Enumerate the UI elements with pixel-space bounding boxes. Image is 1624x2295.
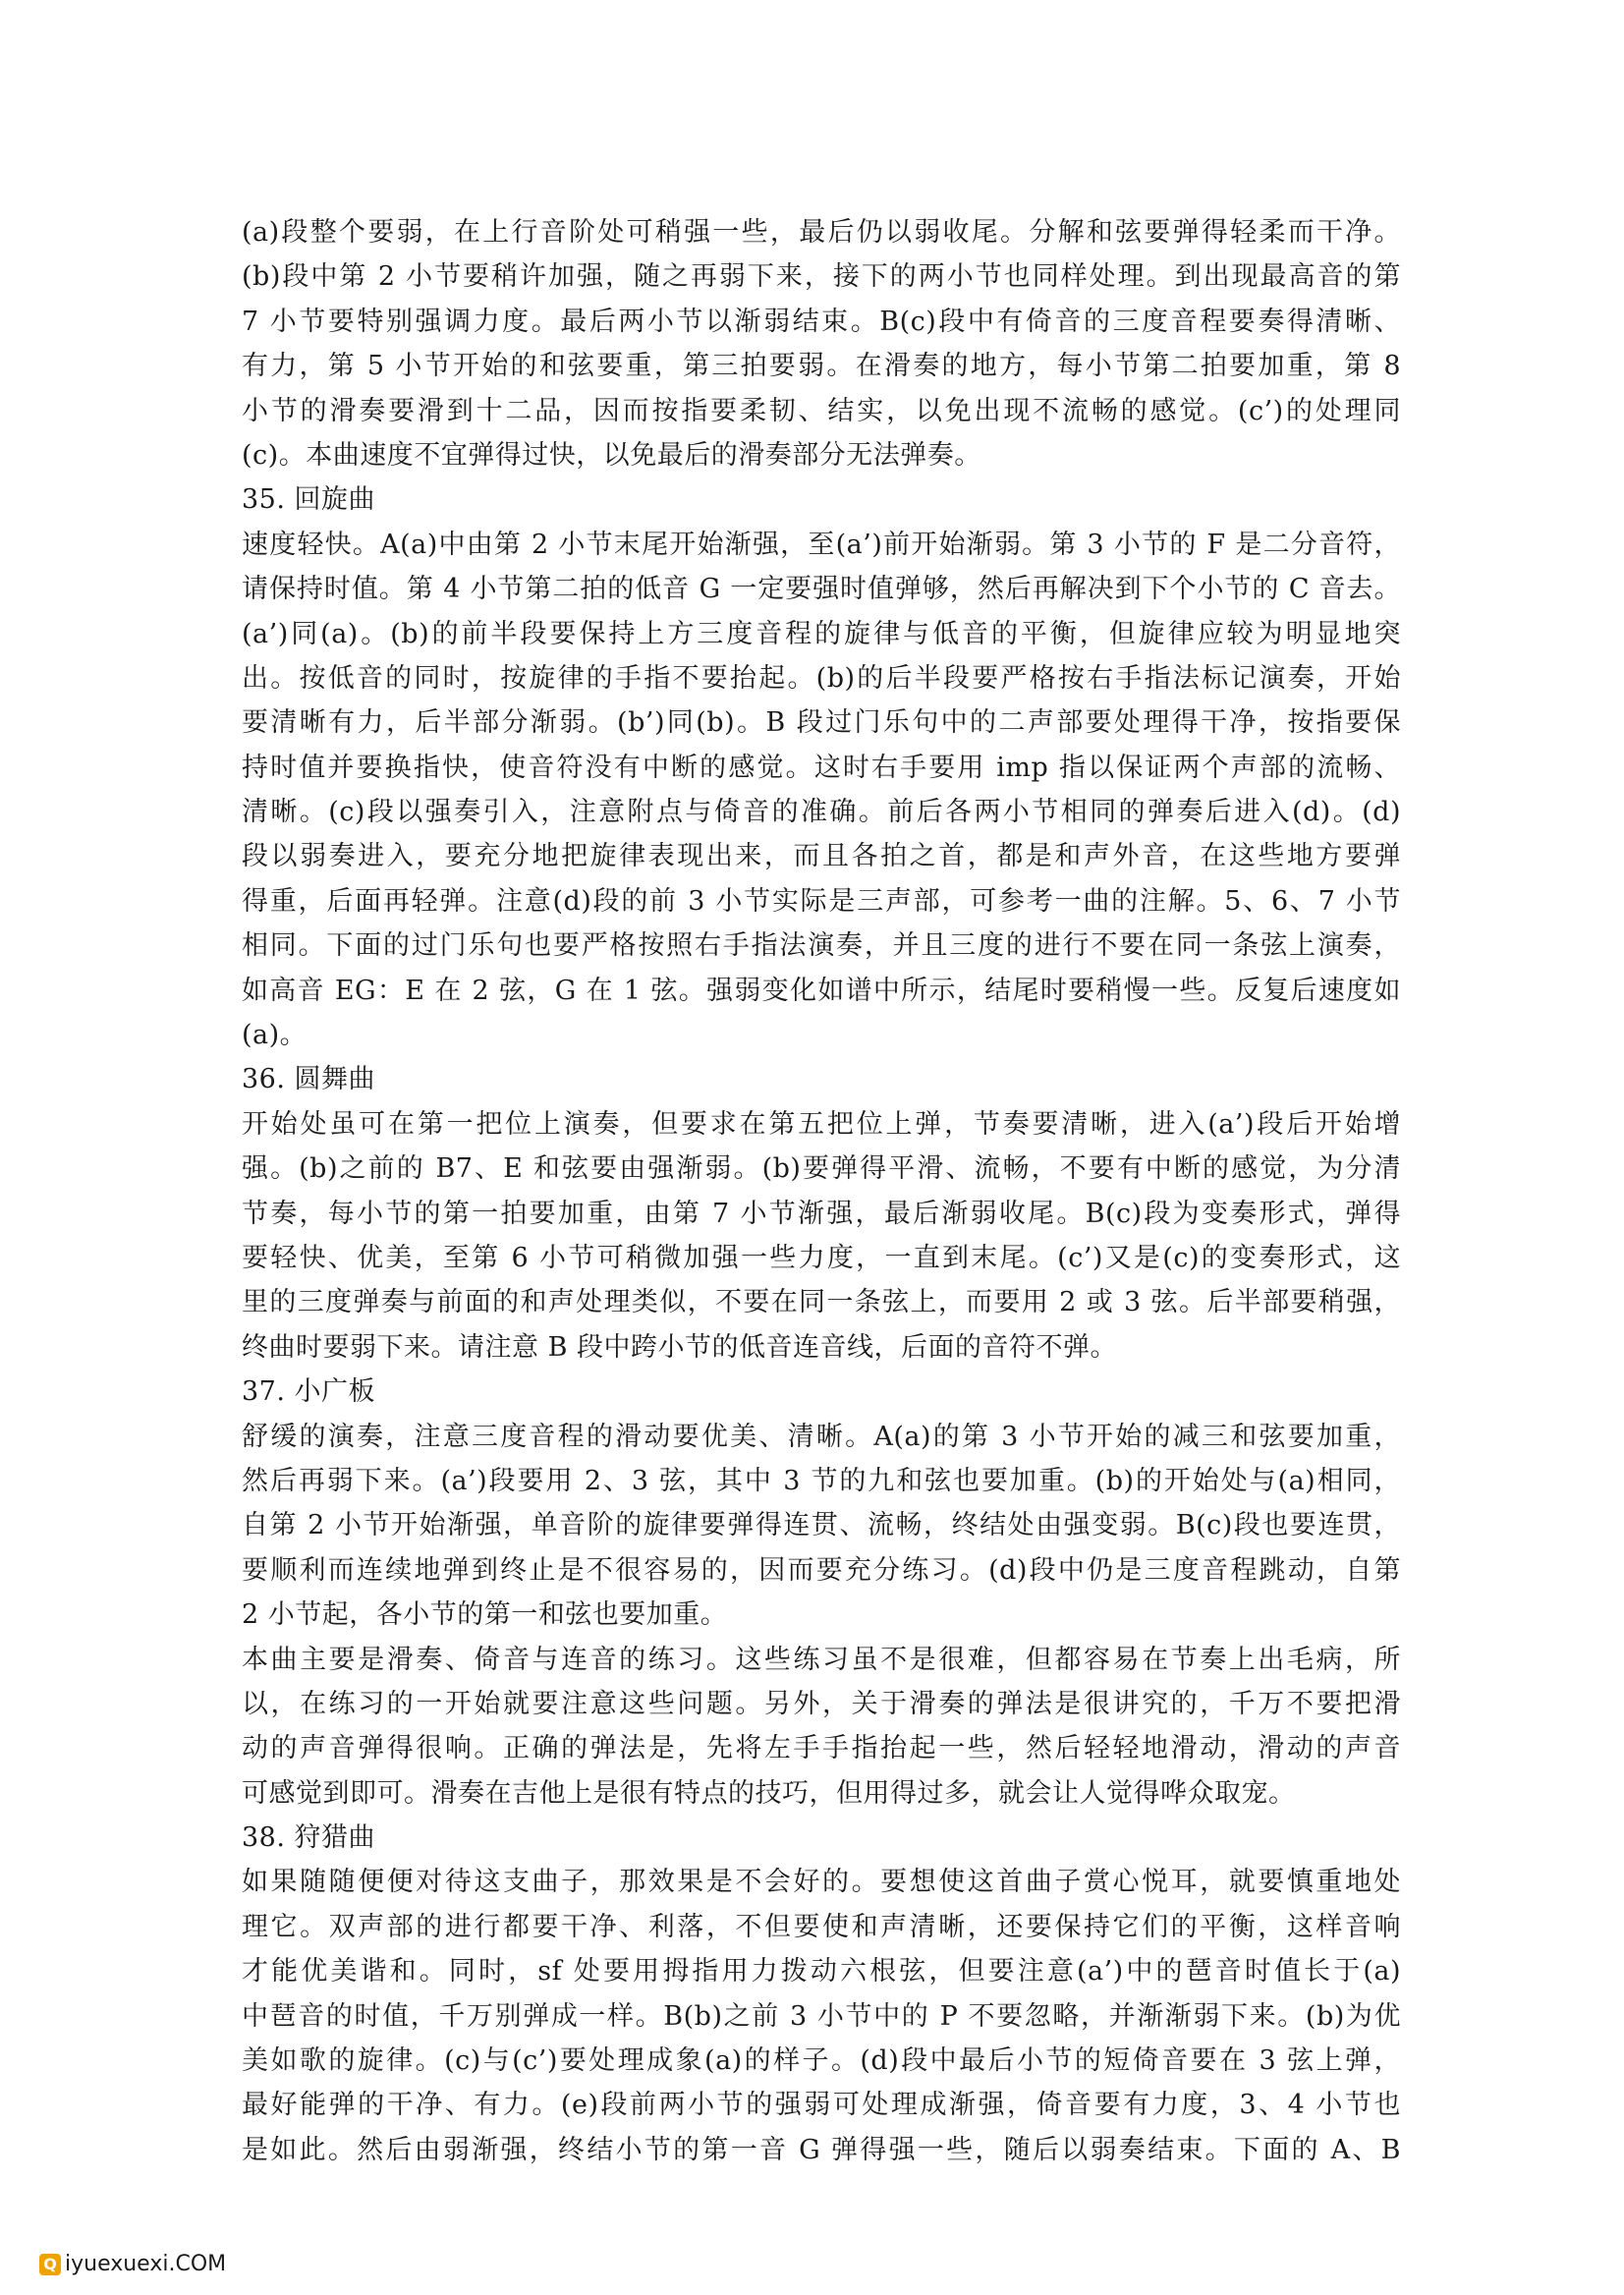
text-line: (a’)同(a)。(b)的前半段要保持上方三度音程的旋律与低音的平衡，但旋律应较为明显地突 — [242, 618, 1401, 649]
text-line: 终曲时要弱下来。请注意 B 段中跨小节的低音连音线，后面的音符不弹。 — [242, 1331, 1118, 1363]
text-line: 可感觉到即可。滑奏在吉他上是很有特点的技巧，但用得过多，就会让人觉得哗众取宠。 — [242, 1777, 1296, 1809]
watermark-text: iyuexuexi.COM — [65, 2252, 227, 2276]
text-line: 持时值并要换指快，使音符没有中断的感觉。这时右手要用 imp 指以保证两个声部的流畅、 — [242, 752, 1401, 783]
text-line: 才能优美谐和。同时，sf 处要用拇指用力拨动六根弦，但要注意(a’)中的琶音时值长于(a) — [242, 1956, 1401, 1987]
text-line: 以，在练习的一开始就要注意这些问题。另外，关于滑奏的弹法是很讲究的，千万不要把滑 — [242, 1688, 1401, 1719]
text-line: 相同。下面的过门乐句也要严格按照右手指法演奏，并且三度的进行不要在同一条弦上演奏， — [242, 930, 1401, 962]
text-line: 里的三度弹奏与前面的和声处理类似，不要在同一条弦上，而要用 2 或 3 弦。后半部要稍强， — [242, 1287, 1401, 1318]
text-line: 强。(b)之前的 B7、E 和弦要由强渐弱。(b)要弹得平滑、流畅，不要有中断的感觉，为分清 — [242, 1153, 1401, 1185]
text-line: 然后再弱下来。(a’)段要用 2、3 弦，其中 3 节的九和弦也要加重。(b)的开始处与(a)相同， — [242, 1465, 1401, 1496]
text-line: 要清晰有力，后半部分渐弱。(b’)同(b)。B 段过门乐句中的二声部要处理得干净，按指要保 — [242, 707, 1401, 739]
document-body — [242, 210, 1401, 2172]
text-line: 理它。双声部的进行都要干净、利落，不但要使和声清晰，还要保持它们的平衡，这样音响 — [242, 1911, 1401, 1942]
text-line: 清晰。(c)段以强奏引入，注意附点与倚音的准确。前后各两小节相同的弹奏后进入(d)。(d) — [242, 797, 1401, 828]
text-line: 请保持时值。第 4 小节第二拍的低音 G 一定要强时值弹够，然后再解决到下个小节的 C 音去。 — [242, 574, 1401, 605]
text-line: 节奏，每小节的第一拍要加重，由第 7 小节渐强，最后渐弱收尾。B(c)段为变奏形式，弹得 — [242, 1198, 1401, 1229]
text-line: 得重，后面再轻弹。注意(d)段的前 3 小节实际是三声部，可参考一曲的注解。5、6、7 小节 — [242, 885, 1401, 917]
text-line: 本曲主要是滑奏、倚音与连音的练习。这些练习虽不是很难，但都容易在节奏上出毛病，所 — [242, 1644, 1401, 1675]
section-heading: 35. 回旋曲 — [242, 484, 376, 516]
text-line: 动的声音弹得很响。正确的弹法是，先将左手手指抬起一些，然后轻轻地滑动，滑动的声音 — [242, 1733, 1401, 1764]
text-line: 舒缓的演奏，注意三度音程的滑动要优美、清晰。A(a)的第 3 小节开始的减三和弦要加重， — [242, 1421, 1401, 1452]
text-line: 有力，第 5 小节开始的和弦要重，第三拍要弱。在滑奏的地方，每小节第二拍要加重，第 8 — [242, 351, 1401, 382]
text-line: 7 小节要特别强调力度。最后两小节以渐弱结束。B(c)段中有倚音的三度音程要奏得清晰、 — [242, 306, 1401, 337]
site-watermark — [39, 2252, 226, 2276]
text-line: 最好能弹的干净、有力。(e)段前两小节的强弱可处理成渐强，倚音要有力度，3、4 小节也 — [242, 2090, 1401, 2121]
text-line: 段以弱奏进入，要充分地把旋律表现出来，而且各拍之首，都是和声外音，在这些地方要弹 — [242, 841, 1401, 872]
text-line: 中琶音的时值，千万别弹成一样。B(b)之前 3 小节中的 P 不要忽略，并渐渐弱下来。(b)为优 — [242, 2000, 1401, 2032]
text-line: (a)。 — [242, 1020, 308, 1051]
text-line: (a)段整个要弱，在上行音阶处可稍强一些，最后仍以弱收尾。分解和弦要弹得轻柔而干净。 — [242, 217, 1401, 248]
text-line: 如果随随便便对待这支曲子，那效果是不会好的。要想使这首曲子赏心悦耳，就要慎重地处 — [242, 1867, 1401, 1898]
section-heading: 37. 小广板 — [242, 1376, 376, 1408]
text-line: 自第 2 小节开始渐强，单音阶的旋律要弹得连贯、流畅，终结处由强变弱。B(c)段也要连贯， — [242, 1510, 1401, 1541]
text-line: 小节的滑奏要滑到十二品，因而按指要柔韧、结实，以免出现不流畅的感觉。(c’)的处理同 — [242, 395, 1401, 426]
text-line: 美如歌的旋律。(c)与(c’)要处理成象(a)的样子。(d)段中最后小节的短倚音要在 3 弦上弹， — [242, 2045, 1401, 2077]
text-line: 出。按低音的同时，按旋律的手指不要抬起。(b)的后半段要严格按右手指法标记演奏，开始 — [242, 662, 1401, 694]
text-line: 2 小节起，各小节的第一和弦也要加重。 — [242, 1599, 728, 1631]
section-heading: 36. 圆舞曲 — [242, 1064, 376, 1095]
text-line: 如高音 EG：E 在 2 弦，G 在 1 弦。强弱变化如谱中所示，结尾时要稍慢一些。反复后速度如 — [242, 975, 1401, 1006]
text-line: 是如此。然后由弱渐强，终结小节的第一音 G 弹得强一些，随后以弱奏结束。下面的 A、B — [242, 2134, 1401, 2165]
text-line: (c)。本曲速度不宜弹得过快，以免最后的滑奏部分无法弹奏。 — [242, 439, 981, 471]
site-logo-icon: Q — [39, 2254, 61, 2275]
text-line: 开始处虽可在第一把位上演奏，但要求在第五把位上弹，节奏要清晰，进入(a’)段后开始增 — [242, 1108, 1401, 1140]
text-line: 速度轻快。A(a)中由第 2 小节末尾开始渐强，至(a’)前开始渐弱。第 3 小节的 F 是二分音符， — [242, 529, 1401, 560]
section-heading: 38. 狩猎曲 — [242, 1822, 376, 1854]
text-line: 要顺利而连续地弹到终止是不很容易的，因而要充分练习。(d)段中仍是三度音程跳动，自第 — [242, 1554, 1401, 1586]
text-line: 要轻快、优美，至第 6 小节可稍微加强一些力度，一直到末尾。(c’)又是(c)的变奏形式，这 — [242, 1242, 1401, 1273]
text-line: (b)段中第 2 小节要稍许加强，随之再弱下来，接下的两小节也同样处理。到出现最高音的第 — [242, 261, 1401, 293]
